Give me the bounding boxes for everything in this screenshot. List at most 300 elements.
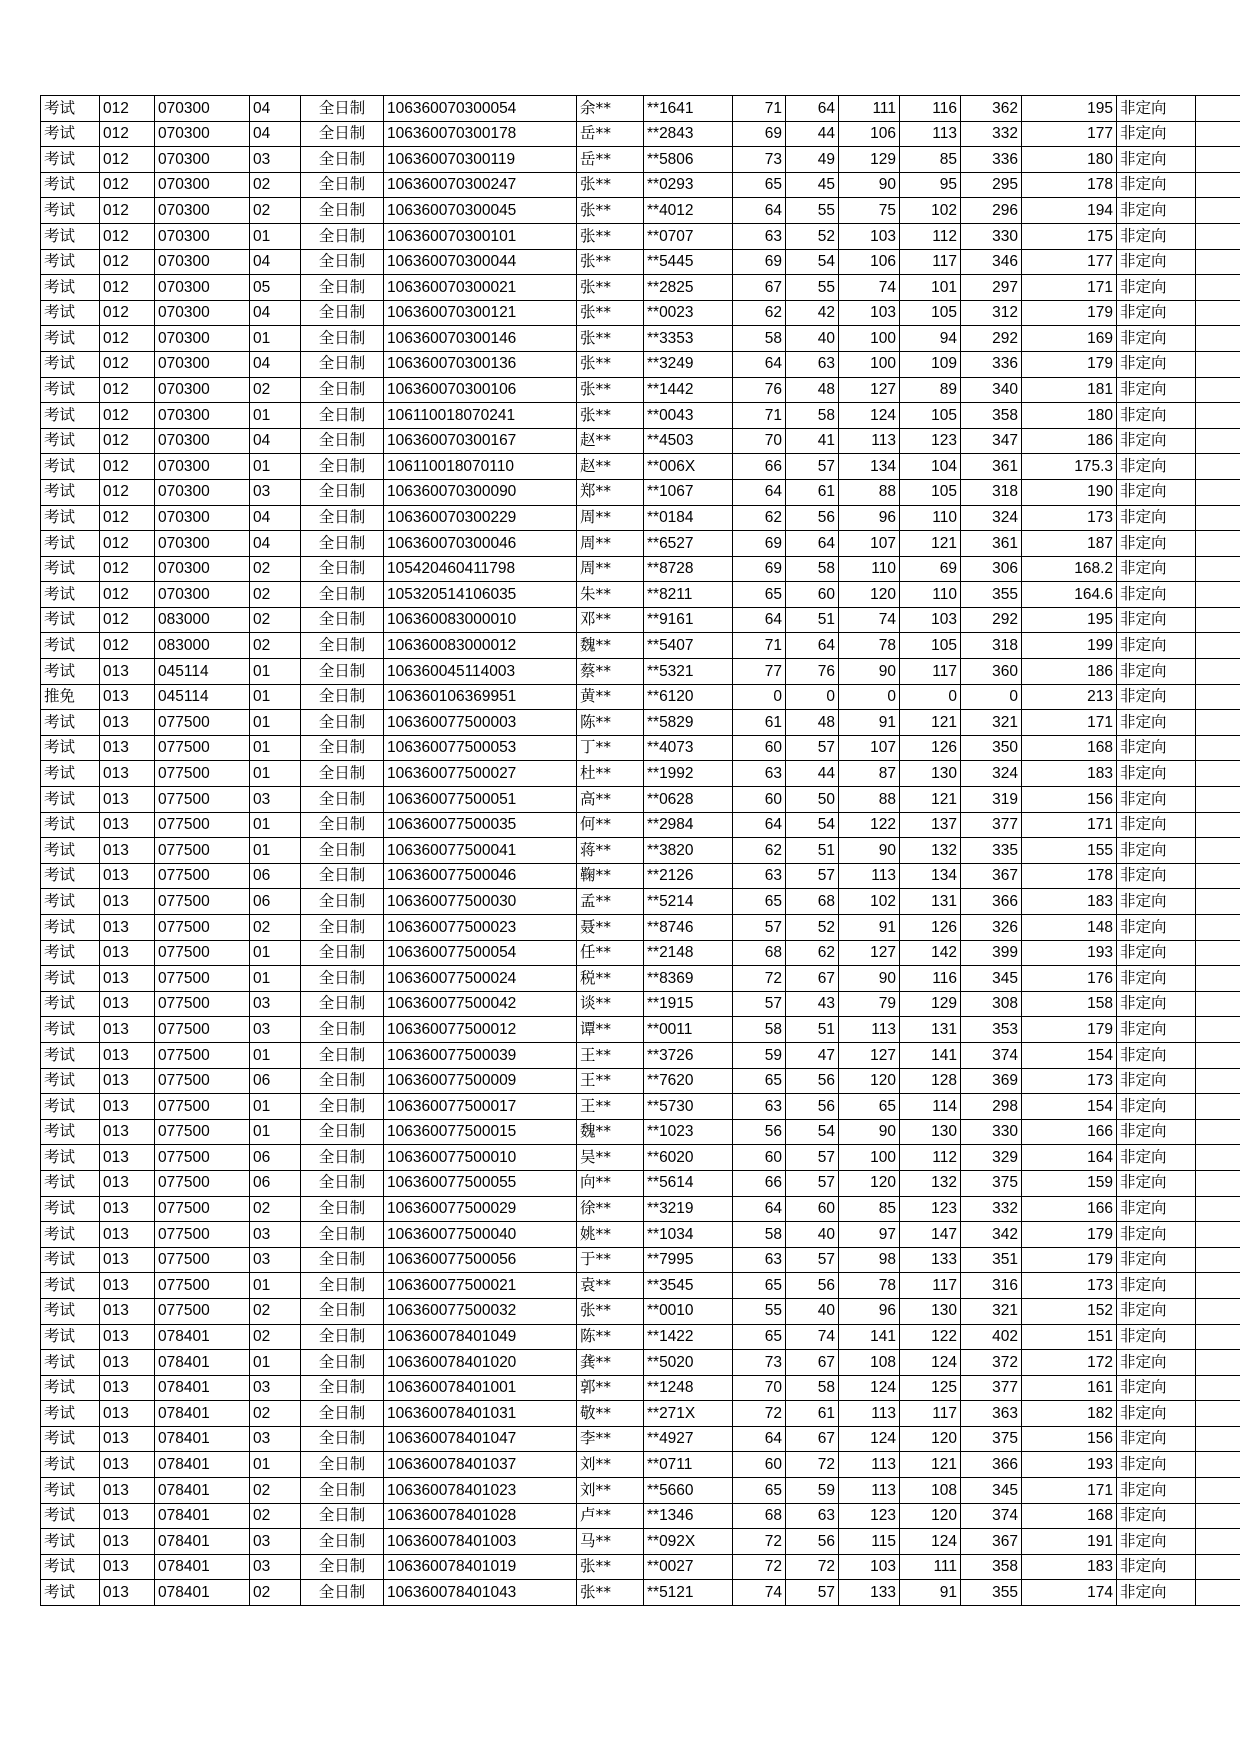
- cell-direction: 06: [250, 1170, 301, 1196]
- table-row[interactable]: [41, 1375, 1240, 1401]
- table-row[interactable]: [41, 1119, 1240, 1145]
- table-row[interactable]: [41, 223, 1240, 249]
- cell-s1: 62: [733, 838, 786, 864]
- cell-mode: 全日制: [301, 1478, 384, 1504]
- table-row[interactable]: [41, 351, 1240, 377]
- table-row[interactable]: [41, 96, 1240, 122]
- cell-mode: 全日制: [301, 223, 384, 249]
- cell-blank: [1196, 403, 1240, 429]
- cell-type: 考试: [41, 1452, 100, 1478]
- table-row[interactable]: [41, 812, 1240, 838]
- cell-exam_no: 106360078401020: [384, 1350, 577, 1376]
- cell-total: 330: [961, 1119, 1022, 1145]
- cell-s3: 65: [839, 1094, 900, 1120]
- cell-mode: 全日制: [301, 1017, 384, 1043]
- cell-blank: [1196, 223, 1240, 249]
- cell-s3: 113: [839, 1452, 900, 1478]
- cell-retest: 191: [1022, 1529, 1117, 1555]
- cell-exam_no: 106360070300119: [384, 147, 577, 173]
- cell-retest: 193: [1022, 1452, 1117, 1478]
- cell-mode: 全日制: [301, 684, 384, 710]
- cell-exam_no: 106360070300121: [384, 300, 577, 326]
- cell-retest: 174: [1022, 1580, 1117, 1606]
- table-row[interactable]: [41, 479, 1240, 505]
- cell-s3: 113: [839, 428, 900, 454]
- cell-major: 077500: [155, 1298, 250, 1324]
- cell-type: 考试: [41, 377, 100, 403]
- cell-major: 070300: [155, 249, 250, 275]
- cell-direction: 01: [250, 761, 301, 787]
- table-row[interactable]: [41, 377, 1240, 403]
- table-row[interactable]: [41, 1580, 1240, 1606]
- table-row[interactable]: [41, 607, 1240, 633]
- table-row[interactable]: [41, 300, 1240, 326]
- cell-major: 070300: [155, 505, 250, 531]
- cell-direction: 04: [250, 96, 301, 122]
- cell-category: 非定向: [1117, 1478, 1196, 1504]
- cell-s3: 127: [839, 940, 900, 966]
- cell-exam_no: 106360070300167: [384, 428, 577, 454]
- cell-s1: 61: [733, 710, 786, 736]
- cell-direction: 02: [250, 1196, 301, 1222]
- table-row[interactable]: [41, 761, 1240, 787]
- cell-category: 非定向: [1117, 1042, 1196, 1068]
- cell-major: 077500: [155, 1094, 250, 1120]
- cell-blank: [1196, 787, 1240, 813]
- cell-name: 孟**: [577, 889, 644, 915]
- cell-s2: 48: [786, 710, 839, 736]
- cell-direction: 01: [250, 735, 301, 761]
- cell-college: 013: [100, 1350, 155, 1376]
- cell-s2: 52: [786, 223, 839, 249]
- cell-type: 考试: [41, 1324, 100, 1350]
- cell-s4: 105: [900, 300, 961, 326]
- cell-mode: 全日制: [301, 915, 384, 941]
- cell-name: 袁**: [577, 1273, 644, 1299]
- cell-id: **006X: [644, 454, 733, 480]
- cell-major: 045114: [155, 659, 250, 685]
- cell-type: 考试: [41, 1478, 100, 1504]
- table-row[interactable]: [41, 556, 1240, 582]
- cell-major: 077500: [155, 1170, 250, 1196]
- cell-retest: 179: [1022, 300, 1117, 326]
- cell-category: 非定向: [1117, 889, 1196, 915]
- cell-retest: 178: [1022, 863, 1117, 889]
- cell-direction: 02: [250, 556, 301, 582]
- cell-id: **2126: [644, 863, 733, 889]
- cell-s3: 90: [839, 172, 900, 198]
- cell-retest: 169: [1022, 326, 1117, 352]
- table-row[interactable]: [41, 275, 1240, 301]
- cell-direction: 03: [250, 787, 301, 813]
- cell-mode: 全日制: [301, 198, 384, 224]
- cell-direction: 03: [250, 1529, 301, 1555]
- cell-s4: 101: [900, 275, 961, 301]
- cell-college: 013: [100, 1529, 155, 1555]
- cell-s2: 56: [786, 505, 839, 531]
- cell-category: 非定向: [1117, 1068, 1196, 1094]
- cell-s2: 56: [786, 1068, 839, 1094]
- cell-s1: 62: [733, 300, 786, 326]
- cell-s2: 61: [786, 479, 839, 505]
- cell-s3: 124: [839, 403, 900, 429]
- cell-mode: 全日制: [301, 428, 384, 454]
- cell-exam_no: 106360077500051: [384, 787, 577, 813]
- cell-id: **5020: [644, 1350, 733, 1376]
- cell-college: 012: [100, 556, 155, 582]
- cell-direction: 04: [250, 505, 301, 531]
- table-row[interactable]: [41, 403, 1240, 429]
- table-row[interactable]: [41, 1196, 1240, 1222]
- table-row[interactable]: [41, 1094, 1240, 1120]
- cell-college: 013: [100, 684, 155, 710]
- cell-blank: [1196, 326, 1240, 352]
- cell-blank: [1196, 915, 1240, 941]
- cell-id: **8211: [644, 582, 733, 608]
- cell-college: 013: [100, 889, 155, 915]
- table-row[interactable]: [41, 172, 1240, 198]
- cell-name: 龚**: [577, 1350, 644, 1376]
- cell-name: 周**: [577, 505, 644, 531]
- cell-category: 非定向: [1117, 1298, 1196, 1324]
- cell-total: 353: [961, 1017, 1022, 1043]
- cell-s2: 47: [786, 1042, 839, 1068]
- cell-exam_no: 106360083000012: [384, 633, 577, 659]
- table-row[interactable]: [41, 1068, 1240, 1094]
- cell-retest: 159: [1022, 1170, 1117, 1196]
- cell-s3: 110: [839, 556, 900, 582]
- cell-retest: 168.2: [1022, 556, 1117, 582]
- cell-s4: 130: [900, 1119, 961, 1145]
- table-row[interactable]: [41, 710, 1240, 736]
- cell-blank: [1196, 479, 1240, 505]
- table-row[interactable]: [41, 1222, 1240, 1248]
- cell-college: 013: [100, 1580, 155, 1606]
- cell-exam_no: 106360077500046: [384, 863, 577, 889]
- cell-major: 078401: [155, 1375, 250, 1401]
- table-row[interactable]: [41, 1042, 1240, 1068]
- cell-type: 考试: [41, 121, 100, 147]
- cell-type: 考试: [41, 1145, 100, 1171]
- cell-category: 非定向: [1117, 863, 1196, 889]
- cell-direction: 01: [250, 1452, 301, 1478]
- cell-total: 374: [961, 1042, 1022, 1068]
- cell-s4: 141: [900, 1042, 961, 1068]
- table-row[interactable]: [41, 940, 1240, 966]
- table-row[interactable]: [41, 1529, 1240, 1555]
- table-row[interactable]: [41, 1452, 1240, 1478]
- cell-retest: 190: [1022, 479, 1117, 505]
- table-row[interactable]: [41, 1426, 1240, 1452]
- cell-s1: 64: [733, 479, 786, 505]
- cell-total: 372: [961, 1350, 1022, 1376]
- cell-blank: [1196, 838, 1240, 864]
- cell-total: 297: [961, 275, 1022, 301]
- cell-s1: 64: [733, 1426, 786, 1452]
- cell-blank: [1196, 1222, 1240, 1248]
- cell-s2: 51: [786, 838, 839, 864]
- cell-s4: 103: [900, 607, 961, 633]
- table-row[interactable]: [41, 1247, 1240, 1273]
- cell-college: 013: [100, 838, 155, 864]
- cell-mode: 全日制: [301, 1554, 384, 1580]
- table-row[interactable]: [41, 326, 1240, 352]
- cell-s1: 60: [733, 1452, 786, 1478]
- cell-retest: 164: [1022, 1145, 1117, 1171]
- cell-type: 考试: [41, 1375, 100, 1401]
- cell-blank: [1196, 582, 1240, 608]
- cell-s3: 120: [839, 1068, 900, 1094]
- cell-s4: 110: [900, 582, 961, 608]
- cell-type: 考试: [41, 556, 100, 582]
- cell-direction: 02: [250, 633, 301, 659]
- cell-s2: 55: [786, 275, 839, 301]
- cell-s4: 112: [900, 223, 961, 249]
- table-row[interactable]: [41, 1170, 1240, 1196]
- cell-s2: 72: [786, 1554, 839, 1580]
- cell-s3: 102: [839, 889, 900, 915]
- cell-total: 375: [961, 1426, 1022, 1452]
- cell-s2: 67: [786, 1350, 839, 1376]
- cell-id: **6020: [644, 1145, 733, 1171]
- table-row[interactable]: [41, 915, 1240, 941]
- table-row[interactable]: [41, 991, 1240, 1017]
- cell-total: 332: [961, 1196, 1022, 1222]
- cell-college: 012: [100, 300, 155, 326]
- cell-college: 013: [100, 1196, 155, 1222]
- cell-college: 013: [100, 1324, 155, 1350]
- cell-mode: 全日制: [301, 633, 384, 659]
- table-row[interactable]: [41, 1503, 1240, 1529]
- cell-exam_no: 106360077500021: [384, 1273, 577, 1299]
- cell-id: **3820: [644, 838, 733, 864]
- table-row[interactable]: [41, 1554, 1240, 1580]
- cell-s1: 57: [733, 991, 786, 1017]
- cell-s3: 141: [839, 1324, 900, 1350]
- cell-total: 358: [961, 403, 1022, 429]
- cell-s2: 76: [786, 659, 839, 685]
- cell-id: **5214: [644, 889, 733, 915]
- table-row[interactable]: [41, 582, 1240, 608]
- cell-s2: 64: [786, 531, 839, 557]
- cell-category: 非定向: [1117, 915, 1196, 941]
- table-row[interactable]: [41, 966, 1240, 992]
- table-row[interactable]: [41, 659, 1240, 685]
- table-row[interactable]: [41, 889, 1240, 915]
- table-row[interactable]: [41, 505, 1240, 531]
- cell-s1: 72: [733, 1554, 786, 1580]
- cell-s3: 111: [839, 96, 900, 122]
- table-row[interactable]: [41, 1324, 1240, 1350]
- cell-retest: 186: [1022, 659, 1117, 685]
- cell-direction: 02: [250, 1478, 301, 1504]
- cell-s3: 91: [839, 710, 900, 736]
- table-row[interactable]: [41, 1017, 1240, 1043]
- table-row[interactable]: [41, 633, 1240, 659]
- cell-blank: [1196, 249, 1240, 275]
- cell-college: 013: [100, 1119, 155, 1145]
- cell-blank: [1196, 556, 1240, 582]
- cell-name: 何**: [577, 812, 644, 838]
- cell-type: 考试: [41, 863, 100, 889]
- cell-s3: 113: [839, 1401, 900, 1427]
- cell-s4: 124: [900, 1350, 961, 1376]
- cell-name: 张**: [577, 326, 644, 352]
- cell-mode: 全日制: [301, 505, 384, 531]
- cell-retest: 168: [1022, 1503, 1117, 1529]
- cell-id: **5121: [644, 1580, 733, 1606]
- cell-id: **0027: [644, 1554, 733, 1580]
- cell-total: 346: [961, 249, 1022, 275]
- cell-total: 295: [961, 172, 1022, 198]
- cell-s1: 63: [733, 761, 786, 787]
- cell-category: 非定向: [1117, 1350, 1196, 1376]
- cell-direction: 03: [250, 1554, 301, 1580]
- cell-major: 083000: [155, 607, 250, 633]
- cell-s4: 117: [900, 659, 961, 685]
- cell-s4: 116: [900, 966, 961, 992]
- cell-name: 蒋**: [577, 838, 644, 864]
- cell-direction: 01: [250, 223, 301, 249]
- cell-college: 013: [100, 1375, 155, 1401]
- cell-s1: 64: [733, 198, 786, 224]
- cell-s3: 107: [839, 735, 900, 761]
- cell-category: 非定向: [1117, 607, 1196, 633]
- table-row[interactable]: [41, 1478, 1240, 1504]
- cell-s4: 105: [900, 479, 961, 505]
- cell-retest: 179: [1022, 351, 1117, 377]
- cell-blank: [1196, 710, 1240, 736]
- cell-exam_no: 106360070300054: [384, 96, 577, 122]
- cell-retest: 178: [1022, 172, 1117, 198]
- cell-s4: 104: [900, 454, 961, 480]
- cell-total: 0: [961, 684, 1022, 710]
- cell-s2: 58: [786, 403, 839, 429]
- cell-category: 非定向: [1117, 1017, 1196, 1043]
- cell-id: **271X: [644, 1401, 733, 1427]
- cell-s1: 73: [733, 1350, 786, 1376]
- cell-id: **7620: [644, 1068, 733, 1094]
- cell-mode: 全日制: [301, 326, 384, 352]
- cell-retest: 179: [1022, 1247, 1117, 1273]
- cell-s3: 74: [839, 607, 900, 633]
- cell-s1: 76: [733, 377, 786, 403]
- table-row[interactable]: [41, 1273, 1240, 1299]
- cell-id: **5614: [644, 1170, 733, 1196]
- cell-s4: 133: [900, 1247, 961, 1273]
- score-table-sheet: [40, 95, 1167, 1606]
- cell-s3: 75: [839, 198, 900, 224]
- cell-direction: 06: [250, 1068, 301, 1094]
- cell-name: 张**: [577, 172, 644, 198]
- cell-blank: [1196, 300, 1240, 326]
- cell-id: **0010: [644, 1298, 733, 1324]
- cell-type: 考试: [41, 223, 100, 249]
- table-row[interactable]: [41, 1298, 1240, 1324]
- table-row[interactable]: [41, 531, 1240, 557]
- cell-retest: 173: [1022, 505, 1117, 531]
- cell-s1: 55: [733, 1298, 786, 1324]
- cell-s3: 87: [839, 761, 900, 787]
- cell-s4: 105: [900, 403, 961, 429]
- cell-blank: [1196, 889, 1240, 915]
- table-row[interactable]: [41, 787, 1240, 813]
- cell-major: 077500: [155, 889, 250, 915]
- cell-major: 070300: [155, 198, 250, 224]
- cell-id: **8728: [644, 556, 733, 582]
- cell-s2: 57: [786, 735, 839, 761]
- table-row[interactable]: [41, 147, 1240, 173]
- table-row[interactable]: [41, 249, 1240, 275]
- cell-college: 012: [100, 454, 155, 480]
- cell-type: 考试: [41, 966, 100, 992]
- table-row[interactable]: [41, 1350, 1240, 1376]
- cell-s2: 57: [786, 863, 839, 889]
- cell-s1: 70: [733, 428, 786, 454]
- cell-s3: 106: [839, 249, 900, 275]
- cell-s2: 67: [786, 966, 839, 992]
- table-row[interactable]: [41, 454, 1240, 480]
- cell-s1: 63: [733, 1247, 786, 1273]
- cell-category: 非定向: [1117, 1273, 1196, 1299]
- table-row[interactable]: [41, 735, 1240, 761]
- cell-type: 考试: [41, 454, 100, 480]
- table-row[interactable]: [41, 198, 1240, 224]
- table-row[interactable]: [41, 838, 1240, 864]
- cell-type: 考试: [41, 915, 100, 941]
- cell-name: 赵**: [577, 454, 644, 480]
- cell-mode: 全日制: [301, 531, 384, 557]
- table-row[interactable]: [41, 863, 1240, 889]
- cell-exam_no: 106360077500003: [384, 710, 577, 736]
- cell-id: **0628: [644, 787, 733, 813]
- table-row[interactable]: [41, 1145, 1240, 1171]
- table-row[interactable]: [41, 684, 1240, 710]
- cell-category: 非定向: [1117, 1196, 1196, 1222]
- cell-blank: [1196, 1478, 1240, 1504]
- cell-s4: 137: [900, 812, 961, 838]
- cell-blank: [1196, 1247, 1240, 1273]
- cell-college: 013: [100, 1401, 155, 1427]
- cell-total: 296: [961, 198, 1022, 224]
- table-row[interactable]: [41, 1401, 1240, 1427]
- cell-s4: 121: [900, 787, 961, 813]
- cell-category: 非定向: [1117, 735, 1196, 761]
- cell-s3: 90: [839, 1119, 900, 1145]
- cell-total: 362: [961, 96, 1022, 122]
- cell-s2: 58: [786, 1375, 839, 1401]
- cell-category: 非定向: [1117, 838, 1196, 864]
- table-row[interactable]: [41, 121, 1240, 147]
- cell-s1: 65: [733, 1478, 786, 1504]
- cell-total: 342: [961, 1222, 1022, 1248]
- cell-id: **2825: [644, 275, 733, 301]
- cell-direction: 03: [250, 1222, 301, 1248]
- cell-exam_no: 106360070300106: [384, 377, 577, 403]
- table-row[interactable]: [41, 428, 1240, 454]
- cell-s1: 57: [733, 915, 786, 941]
- cell-total: 329: [961, 1145, 1022, 1171]
- cell-total: 312: [961, 300, 1022, 326]
- cell-total: 358: [961, 1554, 1022, 1580]
- cell-total: 399: [961, 940, 1022, 966]
- cell-id: **5806: [644, 147, 733, 173]
- cell-total: 355: [961, 582, 1022, 608]
- cell-college: 012: [100, 633, 155, 659]
- cell-direction: 01: [250, 940, 301, 966]
- cell-type: 考试: [41, 326, 100, 352]
- cell-s1: 64: [733, 1196, 786, 1222]
